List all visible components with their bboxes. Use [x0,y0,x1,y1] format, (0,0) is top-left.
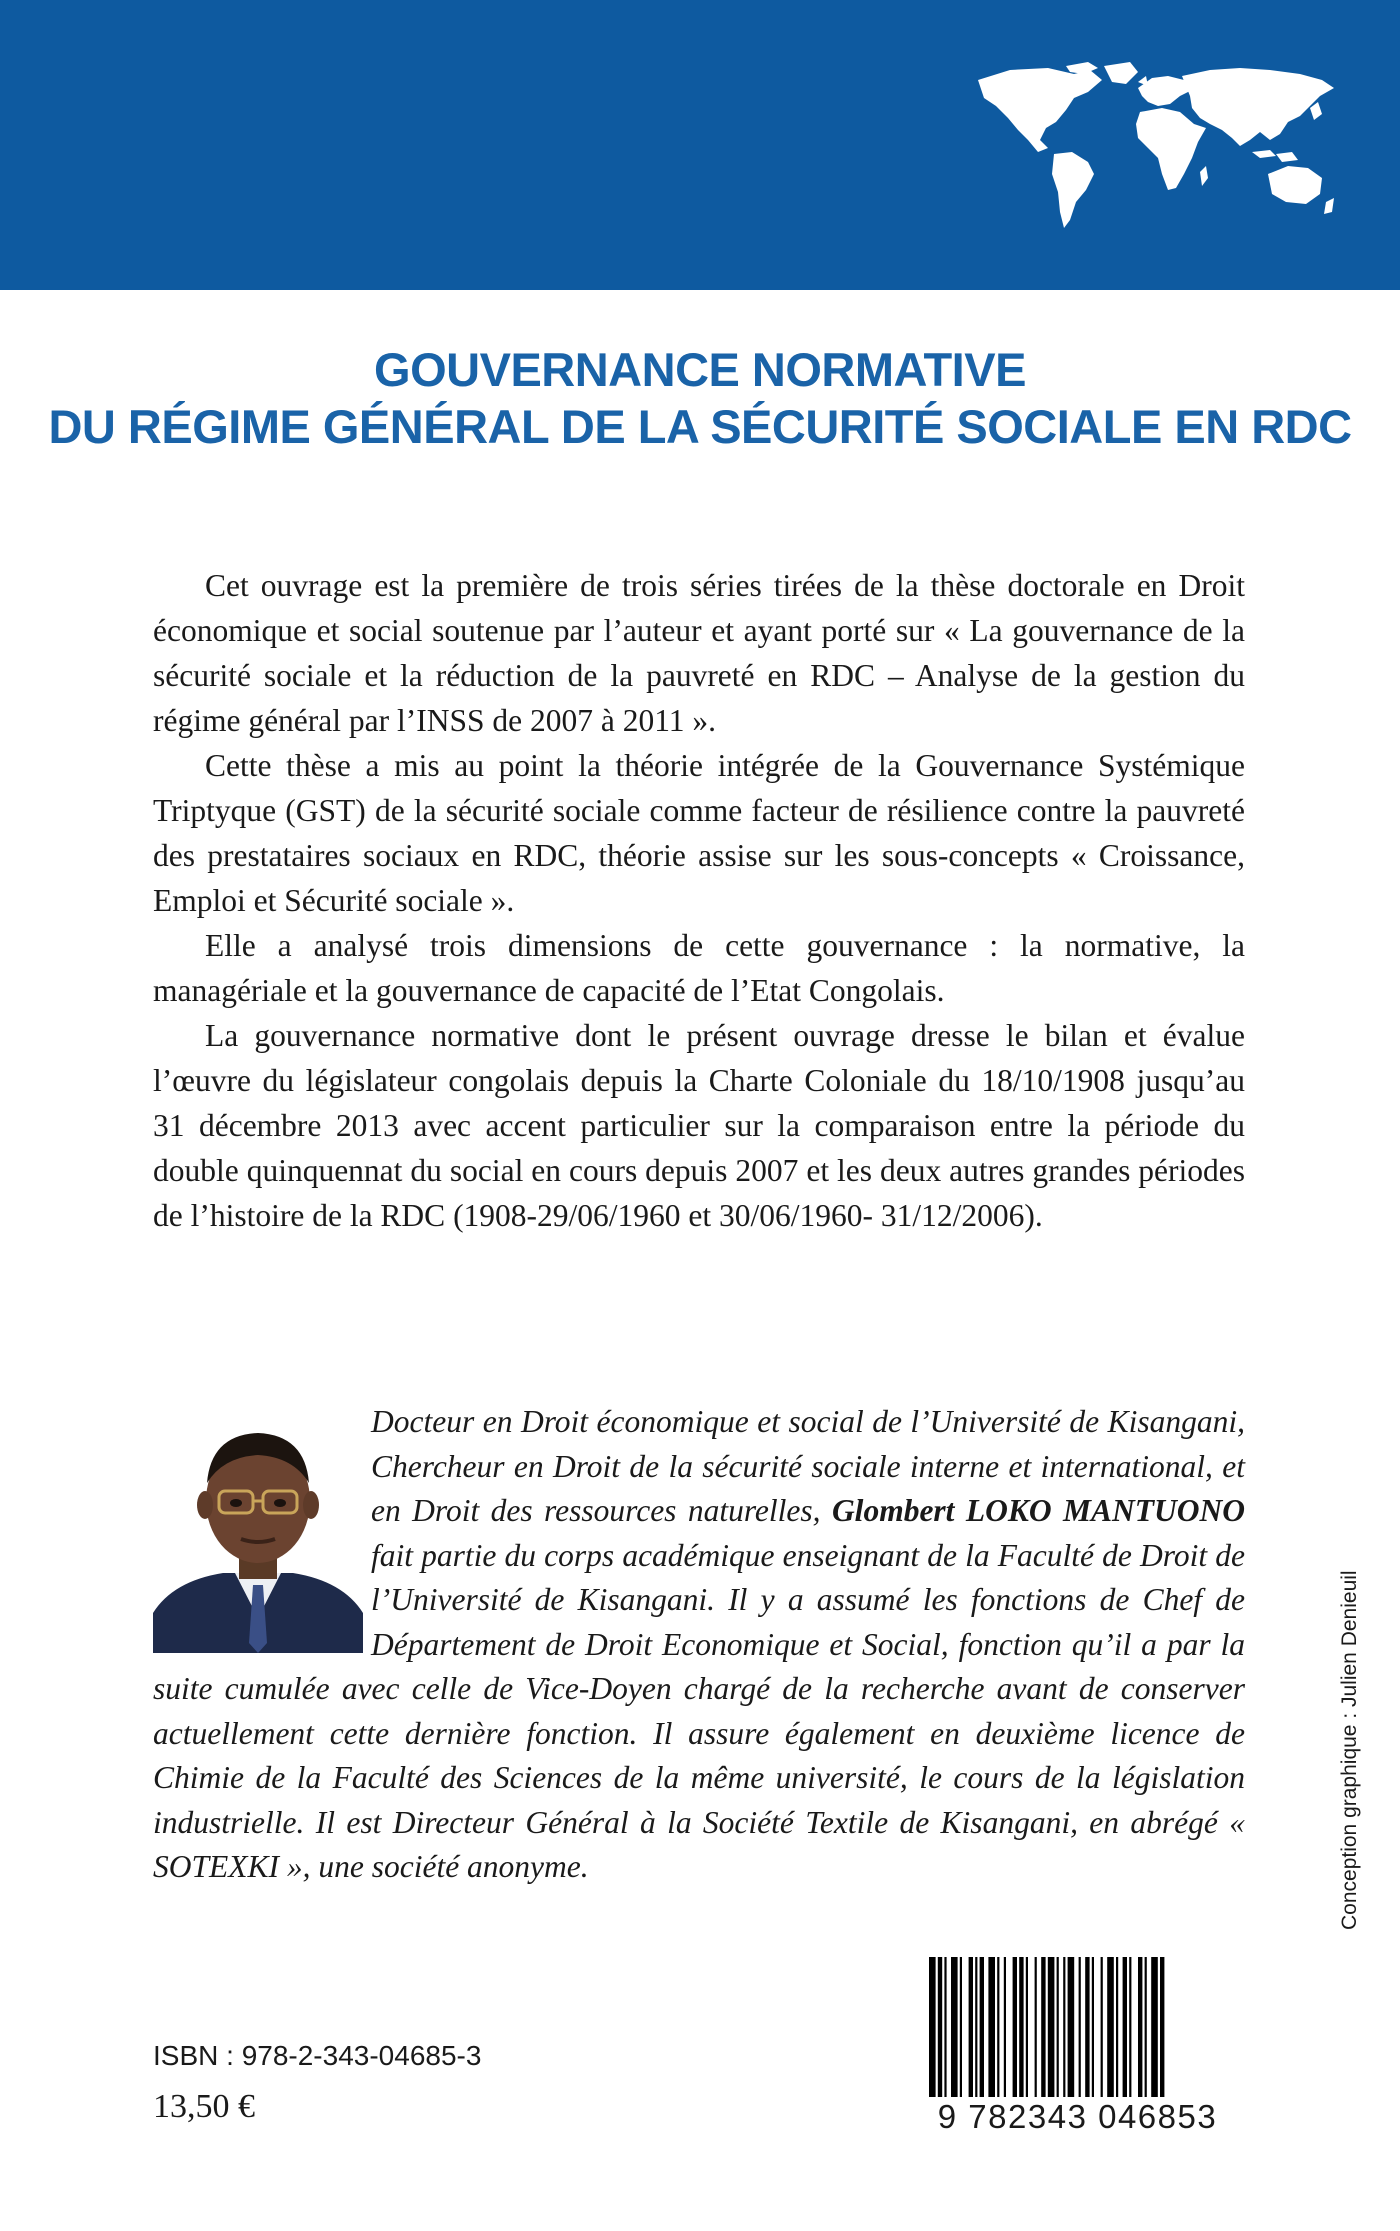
author-name: Glombert LOKO MANTUONO [831,1493,1245,1528]
author-biography [153,1400,1245,1890]
price: 13,50 € [153,2088,255,2125]
bio-text-intro: Docteur en Droit économique et social de l’Université de Kisangani, Chercheur en Droit de la sécurité sociale interne et international, et en Droit des ressources naturelles, [371,1404,1245,1528]
book-summary [153,563,1245,1238]
summary-paragraph: Cette thèse a mis au point la théorie intégrée de la Gouvernance Systémique Triptyque (GST) de la sécurité sociale comme facteur de résilience contre la pauvreté des prestataires sociaux en RDC, théorie assise sur les sous-concepts « Croissance, Emploi et Sécurité sociale ». [153,748,1245,918]
bio-text-details: fait partie du corps académique enseignant de la Faculté de Droit de l’Université de Kisangani. Il y a assumé les fonctions de Chef de Département de Droit Economique et Social, fonction qu’il a par la suite cumulée avec celle de Vice-Doyen chargé de la recherche avant de conserver actuellement cette dernière fonction. Il assure également en deuxième licence de Chimie de la Faculté des Sciences de la même université, le cours de la législation industrielle. Il est Directeur Général à la Société Textile de Kisangani, en abrégé « SOTEXKI », une société anonyme. [153,1537,1245,1884]
barcode-digits: 9 782343 046853 [910,2097,1245,2137]
top-color-band [0,0,1400,290]
summary-paragraph: Cet ouvrage est la première de trois séries tirées de la thèse doctorale en Droit économique et social soutenue par l’auteur et ayant porté sur « La gouvernance de la sécurité sociale et la réduction de la pauvreté en RDC – Analyse de la gestion du régime général par l’INSS de 2007 à 2011 ». [153,568,1245,738]
isbn-number: ISBN : 978-2-343-04685-3 [153,2040,482,2071]
summary-paragraph: Elle a analysé trois dimensions de cette gouvernance : la normative, la managériale et la gouvernance de capacité de l’Etat Congolais. [153,928,1245,1008]
summary-paragraph: La gouvernance normative dont le présent ouvrage dresse le bilan et évalue l’œuvre du législateur congolais depuis la Charte Coloniale du 18/10/1908 jusqu’au 31 décembre 2013 avec accent particulier sur la comparaison entre la période du double quinquennat du social en cours depuis 2007 et les deux autres grandes périodes de l’histoire de la RDC (1908-29/06/1960 et 30/06/1960- 31/12/2006). [153,1018,1245,1233]
graphic-design-credit: Conception graphique : Julien Denieuil [1338,1570,1361,1930]
title-line-1: GOUVERNANCE NORMATIVE [374,343,1026,396]
book-title [0,342,1400,456]
title-line-2: DU RÉGIME GÉNÉRAL DE LA SÉCURITÉ SOCIALE EN RDC [48,399,1352,453]
world-map-icon [970,62,1340,232]
